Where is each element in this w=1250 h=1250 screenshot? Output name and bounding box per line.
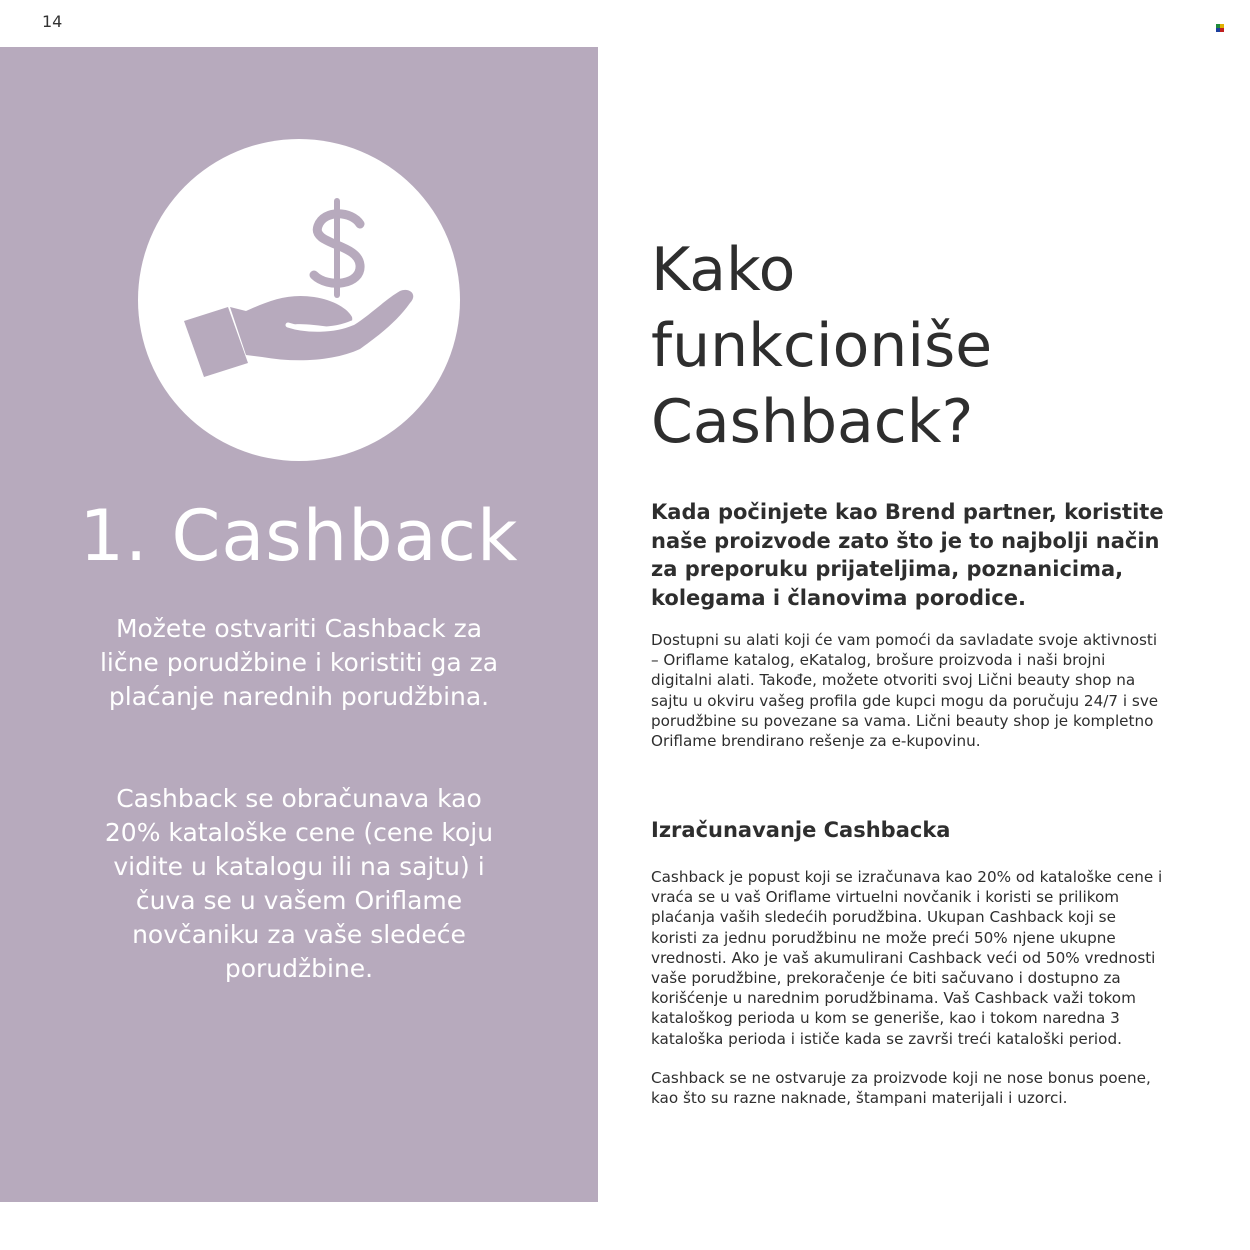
page-number: 14 [42, 12, 63, 31]
title-line: funkcioniše [651, 311, 993, 381]
title-line: Kako [651, 235, 796, 305]
icon-circle [138, 139, 460, 461]
body-paragraph-exclusions: Cashback se ne ostvaruje za proizvode koji ne nose bonus poene, kao što su razne naknade, štampani materijali i uzorci. [651, 1069, 1151, 1108]
title-line: Cashback? [651, 387, 974, 457]
page-title [651, 232, 992, 460]
body-paragraph-tools: Dostupni su alati koji će vam pomoći da savladate svoje aktivnosti – Oriflame katalog, eKatalog, brošure proizvoda i naši brojni digitalni alati. Takođe, možete otvoriti svoj Lični beauty shop na sajtu u okviru vašeg profila gde kupci mogu da poručuju 24/7 i sve porudžbine su povezane sa vama. Lični beauty shop je kompletno Oriflame brendirano rešenje za e-kupovinu. [651, 631, 1159, 751]
hand-dollar-icon [138, 139, 460, 461]
body-paragraph-calculation: Cashback je popust koji se izračunava kao 20% od kataloške cene i vraća se u vaš Oriflame virtuelni novčanik i koristi se prilikom plaćanja vaših sledećih porudžbina. Ukupan Cashback koji se koristi za jednu porudžbinu ne može preći 50% njene ukupne vrednosti. Ako je vaš akumulirani Cashback veći od 50% vrednosti vaše porudžbine, prekoračenje će biti sačuvano i dostupno za korišćenje u narednim porudžbinama. Vaš Cashback važi tokom kataloškog perioda u kom se generiše, kao i tokom naredna 3 kataloška perioda i ističe kada se završi treći kataloški period. [651, 868, 1163, 1048]
color-registration-mark [1216, 24, 1226, 34]
panel-heading: 1. Cashback [79, 495, 519, 577]
panel-paragraph-2: Cashback se obračunava kao 20% kataloške cene (cene koju vidite u katalogu ili na sajtu) i čuva se u vašem Oriflame novčaniku za vaše sledeće porudžbine. [104, 784, 494, 983]
lead-paragraph: Kada počinjete kao Brend partner, koristite naše proizvode zato što je to najbolji način za preporuku prijateljima, poznanicima, kolegama i članovima porodice. [651, 500, 1164, 610]
panel-paragraph-1: Možete ostvariti Cashback za lične porudžbine i koristiti ga za plaćanje narednih porudžbina. [99, 614, 499, 711]
cashback-panel [0, 47, 598, 1202]
section-heading: Izračunavanje Cashbacka [651, 818, 951, 842]
